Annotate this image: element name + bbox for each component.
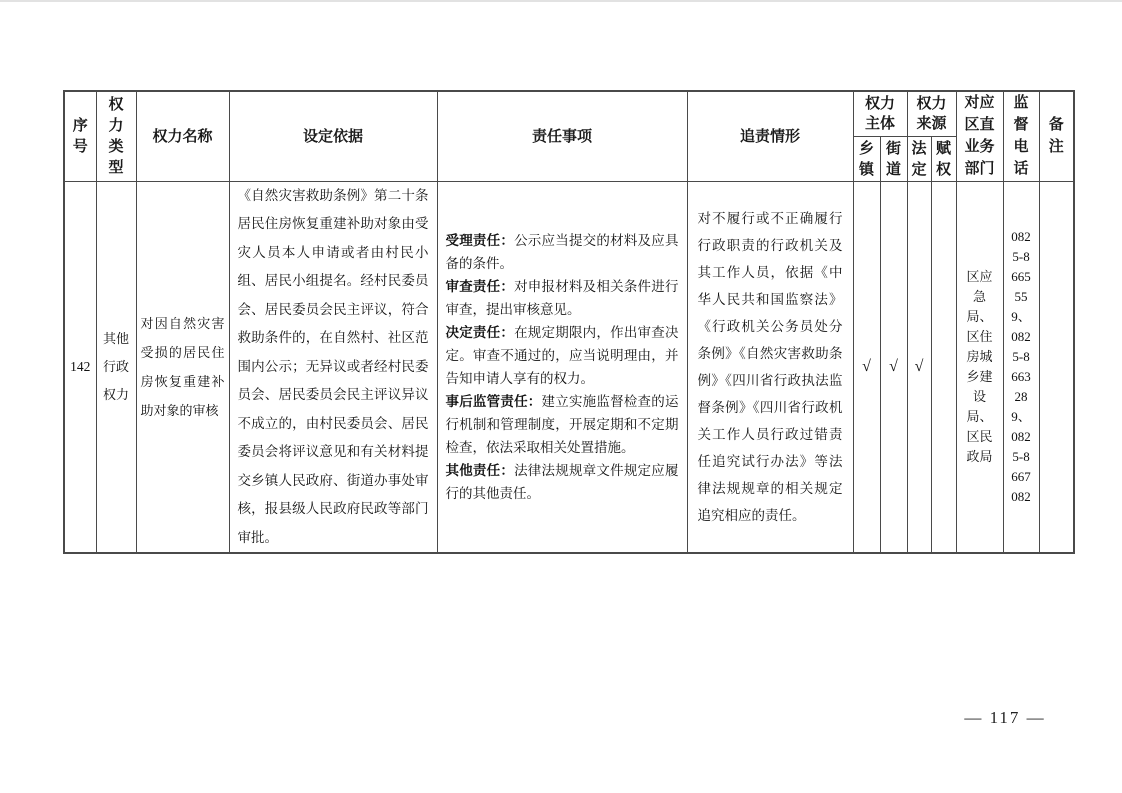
responsibility-label: 审查责任： [445,278,515,294]
cell-responsibility [437,181,687,553]
header-power-type: 权力类型 [96,91,136,181]
header-serial: 序号 [64,91,96,181]
cell-phone: 0825-8665559、0825-8663289、0825-8667082 [1003,181,1039,553]
cell-street-check: √ [880,181,907,553]
header-row-top [64,91,1074,136]
responsibility-text: 公示应当提交的材料及应具备的条件。 [445,232,679,271]
header-phone: 监督电话 [1003,91,1039,181]
header-empowerment: 赋权 [931,136,956,181]
responsibility-text: 对申报材料及相关条件进行审查，提出审核意见。 [445,278,679,317]
power-list-table [63,90,1075,554]
responsibility-item [446,229,679,275]
header-statutory: 法定 [907,136,931,181]
responsibility-label: 受理责任： [445,232,515,248]
header-township: 乡镇 [853,136,880,181]
header-power-name: 权力名称 [136,91,229,181]
responsibility-label: 其他责任： [445,462,515,478]
page-number: — 117 — [964,708,1046,727]
header-responsibility: 责任事项 [437,91,687,181]
responsibility-text: 在规定期限内，作出审查决定。审查不通过的，应当说明理由，并告知申请人享有的权力。 [445,324,679,386]
header-accountability: 追责情形 [687,91,853,181]
responsibility-text: 法律法规规章文件规定应履行的其他责任。 [445,462,679,501]
cell-power-type: 其他行政权力 [96,181,136,553]
cell-remark [1039,181,1074,553]
responsibility-item [446,275,679,321]
cell-empowerment-check [931,181,956,553]
cell-power-name: 对因自然灾害受损的居民住房恢复重建补助对象的审核 [136,181,229,553]
cell-department: 区应急局、区住房城乡建设局、区民政局 [956,181,1003,553]
table-row [64,181,1074,553]
responsibility-text: 建立实施监督检查的运行机制和管理制度，开展定期和不定期检查，依法采取相关处置措施。 [445,393,679,455]
cell-basis: 《自然灾害救助条例》第二十条居民住房恢复重建补助对象由受灾人员本人申请或者由村民小组、居民小组提名。经村民委员会、居民委员会民主评议，符合救助条件的，在自然村、社区范围内公示；无异议或者经村民委员会、居民委员会民主评议异议不成立的，由村民委员会、居民委员会将评议意见和有关材料提交乡镇人民政府、街道办事处审核，报县级人民政府民政等部门审批。 [229,181,437,553]
cell-accountability: 对不履行或不正确履行行政职责的行政机关及其工作人员，依据《中华人民共和国监察法》《行政机关公务员处分条例》《自然灾害救助条例》《四川省行政执法监督条例》《四川省行政机关工作人员行政过错责任追究试行办法》等法律法规规章的相关规定追究相应的责任。 [687,181,853,553]
header-remark: 备注 [1039,91,1074,181]
responsibility-item [446,321,679,390]
header-power-source: 权力来源 [907,91,956,136]
cell-statutory-check: √ [907,181,931,553]
responsibility-label: 事后监管责任： [445,393,542,409]
header-street: 街道 [880,136,907,181]
header-basis: 设定依据 [229,91,437,181]
header-department: 对应区直业务部门 [956,91,1003,181]
header-power-subject: 权力主体 [853,91,907,136]
responsibility-label: 决定责任： [445,324,515,340]
responsibility-item [446,390,679,459]
responsibility-item [446,459,679,505]
cell-township-check: √ [853,181,880,553]
cell-serial: 142 [64,181,96,553]
